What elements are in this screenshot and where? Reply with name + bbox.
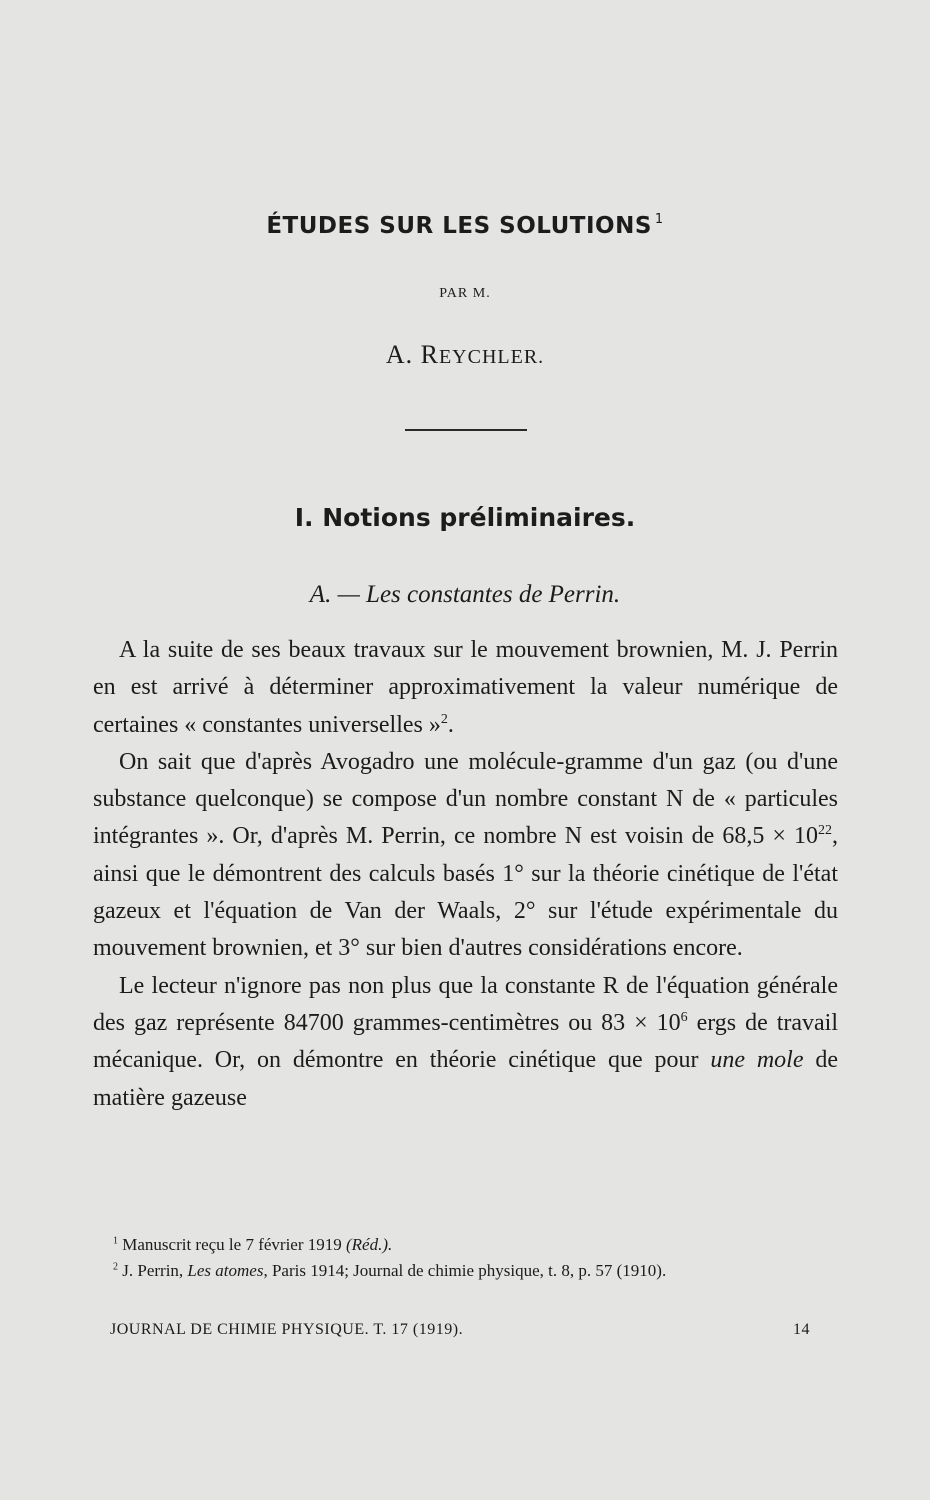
footnote [93,1258,838,1284]
paragraph-text: A la suite de ses beaux travaux sur le mouvement brownien, M. J. Perrin en est arrivé à déterminer approximativement la valeur numérique de certaines « constantes universelles » [93,637,838,738]
byline: PAR M. [439,286,491,301]
footnote-emphasis: Les atomes [187,1261,264,1280]
paragraph [93,632,838,744]
section-heading: I. Notions préliminaires. [294,503,636,532]
author-initial: A. R [385,340,439,369]
emphasis-text: une mole [710,1047,804,1074]
footnote-text: Manuscrit reçu le 7 février 1919 [122,1235,342,1254]
footnote-emphasis: (Réd.). [346,1235,393,1254]
journal-reference: JOURNAL DE CHIMIE PHYSIQUE. T. 17 (1919). [110,1321,464,1338]
subsection-heading: A. — Les constantes de Perrin. [309,581,621,608]
paragraph-text: , ainsi que le démontrent des calculs basés 1° sur la théorie cinétique de l'état gazeux et l'équation de Van der Waals, 2° sur l'étude expérimentale du mouvement brownien, et 3° sur bien d'autres considérations encore. [93,823,838,962]
footnote-author: J. Perrin, [122,1261,188,1280]
paragraph-text: ergs de travail mécanique. Or, on démontre en théorie cinétique que pour [93,1009,838,1074]
footnote-text: , Paris 1914; Journal de chimie physique, t. 8, p. 57 (1910). [263,1261,667,1280]
footnote-ref-1: 1 [654,212,664,227]
article-title-text: ÉTUDES SUR LES SOLUTIONS [266,213,652,239]
paragraph [93,968,838,1117]
footnotes [93,1232,838,1284]
paragraph-text: On sait que d'après Avogadro une molécule-gramme d'un gaz (ou d'une substance quelconque) se compose d'un nombre constant N de « particules intégrantes ». Or, d'après M. Perrin, ce nombre N est voisin de 68,5 × 10 [93,748,838,850]
footnote [93,1232,838,1258]
page-number: 14 [793,1321,810,1338]
article-title [0,212,930,239]
footnote-mark: 2 [113,1261,118,1273]
author-name [0,340,930,370]
footnote-mark: 1 [113,1235,118,1247]
page-footer [110,1321,810,1339]
paragraph-text: Le lecteur n'ignore pas non plus que la constante R de l'équation générale des gaz représente 84700 grammes-centimètres ou 83 × 10 [93,972,838,1036]
paragraph-text: . [447,711,454,738]
exponent: 22 [818,823,832,839]
author-surname: EYCHLER. [438,346,545,368]
exponent: 6 [680,1009,688,1025]
paragraph [93,744,838,968]
title-divider [405,429,527,431]
article-body [93,632,838,1117]
footnote-ref-2: 2 [440,711,448,727]
paragraph-text: de matière gazeuse [93,1047,838,1111]
